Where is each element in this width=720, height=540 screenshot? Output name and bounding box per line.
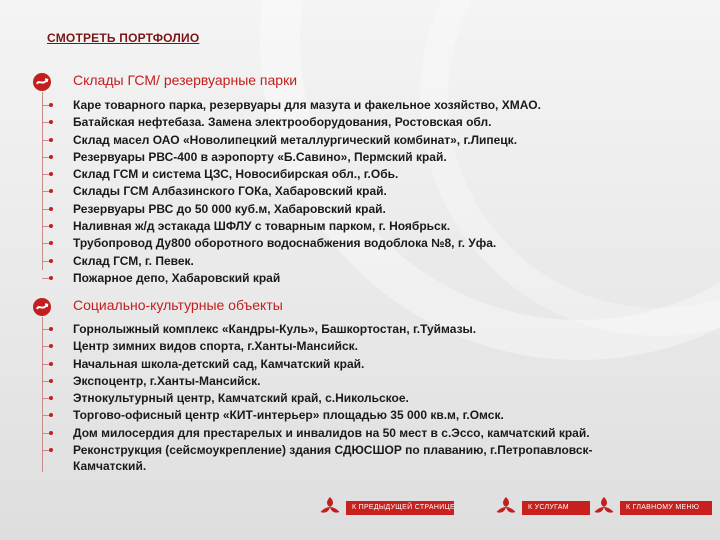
list-item: Наливная ж/д эстакада ШФЛУ с товарным парком, г. Ноябрьск. [32, 218, 541, 235]
list-item: Этнокультурный центр, Камчатский край, с.Никольское. [32, 390, 593, 407]
list-item: Каре товарного парка, резервуары для мазута и факельное хозяйство, ХМАО. [32, 97, 541, 114]
view-portfolio-link[interactable]: СМОТРЕТЬ ПОРТФОЛИО [47, 31, 200, 45]
prev-page-label: К ПРЕДЫДУЩЕЙ СТРАНИЦЕ [346, 501, 454, 515]
list-item-continuation: Камчатский. [73, 459, 147, 474]
section-title: Социально-культурные объекты [73, 297, 283, 313]
list-item: Начальная школа-детский сад, Камчатский край. [32, 356, 593, 373]
list-item: Центр зимних видов спорта, г.Ханты-Мансийск. [32, 338, 593, 355]
company-logo-icon [318, 495, 342, 519]
list-item: Дом милосердия для престарелых и инвалидов на 50 мест в с.Эссо, камчатский край. [32, 425, 593, 442]
company-logo-icon [494, 495, 518, 519]
section-list [32, 97, 541, 287]
list-item: Реконструкция (сейсмоукрепление) здания СДЮСШОР по плаванию, г.Петропавловск- [32, 442, 593, 459]
list-item: Экспоцентр, г.Ханты-Мансийск. [32, 373, 593, 390]
list-item: Резервуары РВС до 50 000 куб.м, Хабаровский край. [32, 201, 541, 218]
list-item: Горнолыжный комплекс «Кандры-Куль», Башкортостан, г.Туймазы. [32, 321, 593, 338]
list-item: Трубопровод Ду800 оборотного водоснабжения водоблока №8, г. Уфа. [32, 235, 541, 252]
section-logo-icon [32, 297, 52, 317]
list-item: Склады ГСМ Албазинского ГОКа, Хабаровский край. [32, 183, 541, 200]
list-item: Склад ГСМ и система ЦЗС, Новосибирская обл., г.Обь. [32, 166, 541, 183]
list-item: Торгово-офисный центр «КИТ-интерьер» площадью 35 000 кв.м, г.Омск. [32, 407, 593, 424]
list-item: Резервуары РВС-400 в аэропорту «Б.Савино», Пермский край. [32, 149, 541, 166]
section-logo-icon [32, 72, 52, 92]
section-title: Склады ГСМ/ резервуарные парки [73, 72, 298, 88]
list-item: Склад масел ОАО «Новолипецкий металлургический комбинат», г.Липецк. [32, 132, 541, 149]
main-menu-label: К ГЛАВНОМУ МЕНЮ [620, 501, 712, 515]
list-item: Пожарное депо, Хабаровский край [32, 270, 541, 287]
services-label: К УСЛУГАМ [522, 501, 590, 515]
company-logo-icon [592, 495, 616, 519]
section-list [32, 321, 593, 474]
list-item: Батайская нефтебаза. Замена электрооборудования, Ростовская обл. [32, 114, 541, 131]
footer-nav [0, 492, 720, 522]
list-item: Склад ГСМ, г. Певек. [32, 253, 541, 270]
